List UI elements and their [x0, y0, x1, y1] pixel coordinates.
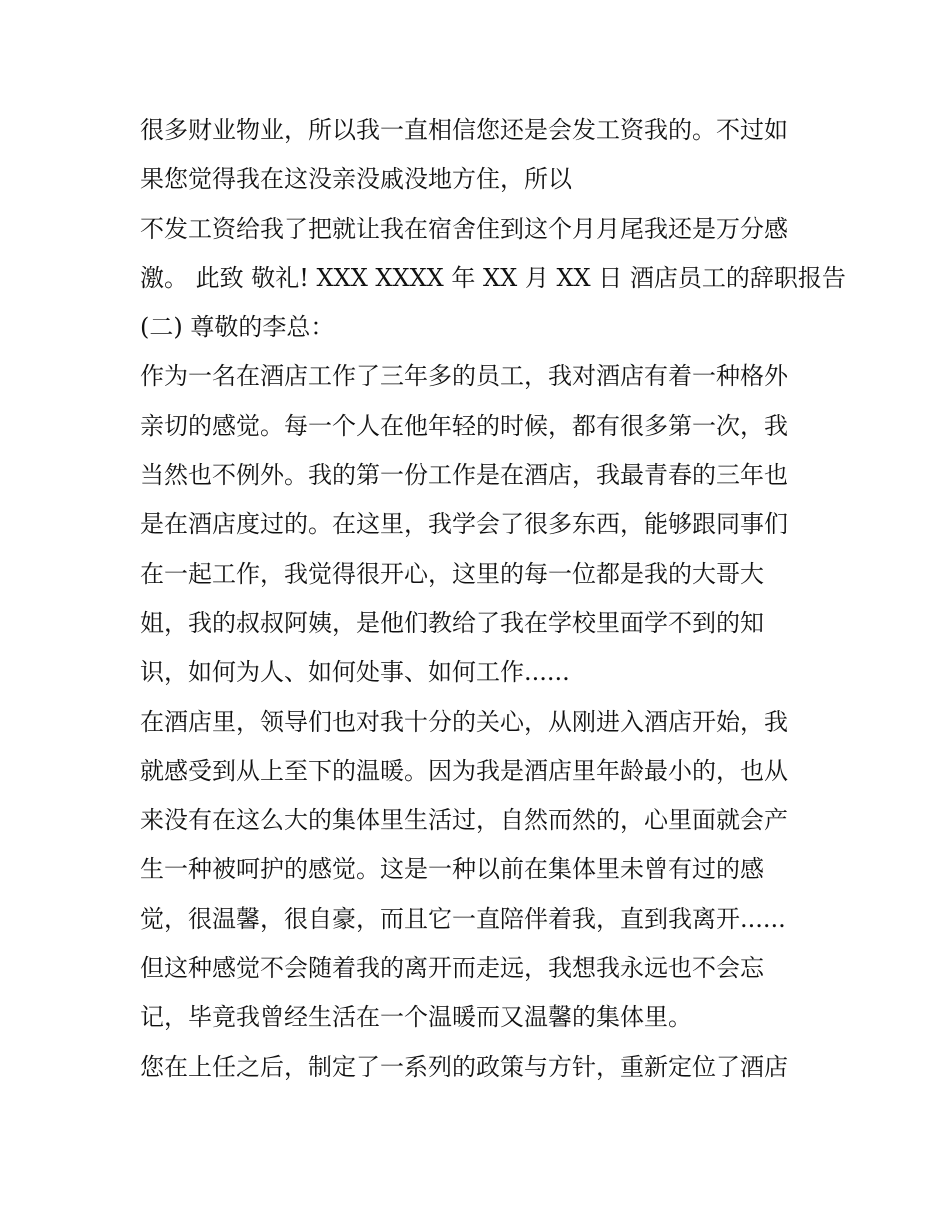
- text-line: 识，如何为人、如何处事、如何工作......: [140, 658, 570, 687]
- text-line: 是在酒店度过的。在这里，我学会了很多东西，能够跟同事们: [140, 510, 788, 539]
- document-body: [140, 106, 846, 1092]
- text-line: 姐，我的叔叔阿姨，是他们教给了我在学校里面学不到的知: [140, 608, 764, 637]
- text-line: 生一种被呵护的感觉。这是一种以前在集体里未曾有过的感: [140, 855, 764, 884]
- text-line: 来没有在这么大的集体里生活过，自然而然的，心里面就会产: [140, 806, 788, 835]
- text-line: 您在上任之后，制定了一系列的政策与方针，重新定位了酒店: [140, 1052, 788, 1081]
- text-line: 在一起工作，我觉得很开心，这里的每一位都是我的大哥大: [140, 559, 764, 588]
- text-line: 作为一名在酒店工作了三年多的员工，我对酒店有着一种格外: [140, 362, 788, 391]
- text-line: 就感受到从上至下的温暖。因为我是酒店里年龄最小的，也从: [140, 756, 788, 785]
- text-line: 很多财业物业，所以我一直相信您还是会发工资我的。不过如: [140, 116, 788, 144]
- text-line: 当然也不例外。我的第一份工作是在酒店，我最青春的三年也: [140, 461, 788, 490]
- text-line: 觉，很温馨，很自豪，而且它一直陪伴着我，直到我离开......: [140, 904, 786, 933]
- text-line: 不发工资给我了把就让我在宿舍住到这个月月尾我还是万分感: [140, 214, 788, 243]
- text-line: 但这种感觉不会随着我的离开而走远，我想我永远也不会忘: [140, 954, 764, 983]
- text-line: 激。 此致 敬礼! XXX XXXX 年 XX 月 XX 日 酒店员工的辞职报告: [140, 263, 846, 292]
- text-line: (二) 尊敬的李总：: [140, 313, 335, 342]
- text-line: 记，毕竟我曾经生活在一个温暖而又温馨的集体里。: [140, 1003, 692, 1032]
- text-line: 果您觉得我在这没亲没戚没地方住，所以: [140, 165, 572, 194]
- text-line: 在酒店里，领导们也对我十分的关心，从刚进入酒店开始，我: [140, 707, 788, 736]
- text-line: 亲切的感觉。每一个人在他年轻的时候，都有很多第一次，我: [140, 411, 788, 440]
